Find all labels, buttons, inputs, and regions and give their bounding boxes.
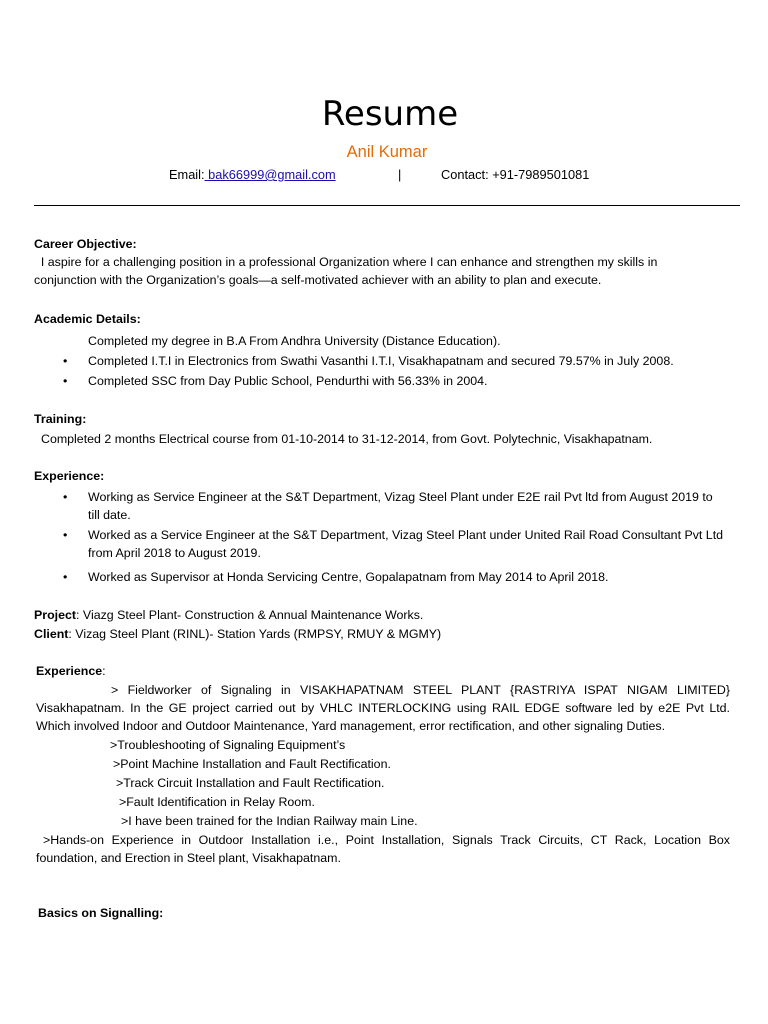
training-heading: Training: [34,412,87,426]
career-objective-heading: Career Objective: [34,237,137,251]
experience-detail-heading-line [36,662,730,680]
academic-list [34,332,730,390]
client-label: Client [34,627,69,641]
basics-heading: Basics on Signalling: [38,906,164,920]
basics-section [38,904,734,922]
experience-detail-line: >Track Circuit Installation and Fault Rectification. [116,776,385,790]
contact-line [0,166,768,184]
academic-heading: Academic Details: [34,312,141,326]
email-field [169,166,336,184]
experience-detail-heading: Experience [36,664,103,678]
project-text: : Viazg Steel Plant- Construction & Annual Maintenance Works. [76,608,424,622]
career-objective-text: I aspire for a challenging position in a professional Organization where I can enhance and strengthen my skills in conjunction with the Organization’s goals—a self-motivated achiever with an ability to plan and execute. [34,255,661,287]
project-section [34,606,730,643]
project-label: Project [34,608,77,622]
career-objective-section [34,235,730,289]
experience-detail-colon: : [102,664,106,678]
experience-detail-line: >Fault Identification in Relay Room. [119,795,315,809]
training-text: Completed 2 months Electrical course from 01-10-2014 to 31-12-2014, from Govt. Polytechnic, Visakhapatnam. [41,432,653,446]
experience-item: • Worked as a Service Engineer at the S&T Department, Vizag Steel Plant under United Rail Road Consultant Pvt Ltd from April 2018 to August 2019. [34,526,730,562]
experience-list [34,488,730,586]
experience-heading: Experience: [34,469,105,483]
header-divider [34,205,740,206]
experience-detail-line: >Troubleshooting of Signaling Equipment’s [110,738,346,752]
experience-detail-section [36,662,730,867]
project-line [34,606,730,624]
training-section [34,410,730,448]
client-line [34,625,730,643]
phone-contact: Contact: +91-7989501081 [441,167,590,182]
experience-section [34,467,730,586]
experience-detail-line: >Point Machine Installation and Fault Rectification. [113,757,391,771]
experience-detail-paragraph: > Fieldworker of Signaling in VISAKHAPATNAM STEEL PLANT {RASTRIYA ISPAT NIGAM LIMITED} Visakhapatnam. In the GE project carried out by VHLC INTERLOCKING using RAIL EDGE software led by e2E Pvt Ltd. Which involved Indoor and Outdoor Maintenance, Yard management, error rectification, and other signaling Duties. [36,683,730,733]
candidate-name: Anil Kumar [346,143,428,161]
experience-item: • Working as Service Engineer at the S&T Department, Vizag Steel Plant under E2E rail Pvt ltd from August 2019 to till date. [34,488,730,524]
client-text: : Vizag Steel Plant (RINL)- Station Yards (RMPSY, RMUY & MGMY) [68,627,442,641]
experience-detail-line: >I have been trained for the Indian Railway main Line. [121,814,418,828]
page-title: Resume [321,94,459,134]
contact-separator: | [398,167,402,182]
email-link[interactable]: bak66999@gmail.com [204,167,336,182]
academic-section [34,310,730,390]
email-label: Email: [169,167,205,182]
academic-item: Completed my degree in B.A From Andhra University (Distance Education). [88,334,501,348]
experience-detail-paragraph: >Hands-on Experience in Outdoor Installation i.e., Point Installation, Signals Track Circuits, CT Rack, Location Box foundation, and Erection in Steel plant, Visakhapatnam. [36,833,730,865]
academic-item: • Completed I.T.I in Electronics from Swathi Vasanthi I.T.I, Visakhapatnam and secured 79.57% in July 2008. [34,352,730,370]
academic-item: • Completed SSC from Day Public School, Pendurthi with 56.33% in 2004. [34,372,730,390]
experience-item: • Worked as Supervisor at Honda Servicing Centre, Gopalapatnam from May 2014 to April 2018. [34,568,730,586]
